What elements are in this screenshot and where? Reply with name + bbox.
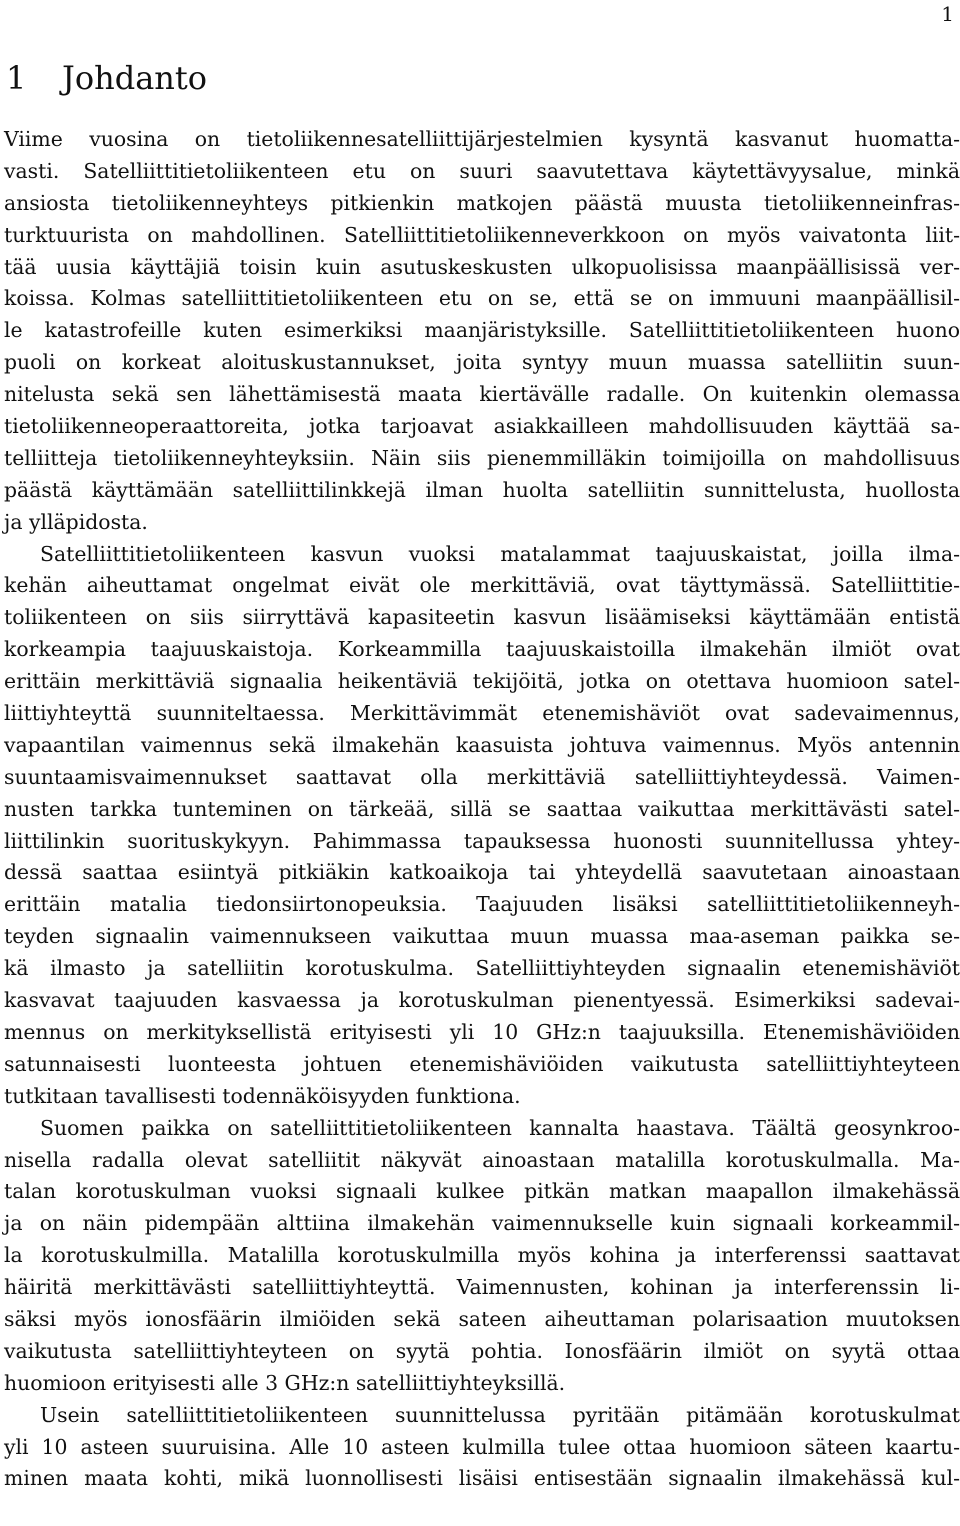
text-line: liittiyhteyttä suunniteltaessa. Merkittävimmät etenemishäviöt ovat sadevaimennus, xyxy=(4,701,960,726)
text-line: nitelusta sekä sen lähettämisestä maata kiertävälle radalle. On kuitenkin olemassa xyxy=(4,382,960,407)
text-line: Suomen paikka on satelliittitietoliikenteen kannalta haastava. Täältä geosynkroo- xyxy=(40,1115,960,1140)
text-line: vaikutusta satelliittiyhteyteen on syytä pohtia. Ionosfäärin ilmiöt on syytä ottaa xyxy=(4,1338,960,1363)
text-line: ja ylläpidosta. xyxy=(4,509,148,534)
text-line: säksi myös ionosfäärin ilmiöiden sekä sateen aiheuttaman polarisaation muutoksen xyxy=(4,1306,960,1331)
paragraph xyxy=(4,1113,960,1400)
text-line: puoli on korkeat aloituskustannukset, joita syntyy muun muassa satelliitin suun- xyxy=(4,350,960,375)
body-text xyxy=(4,124,960,1495)
paragraph xyxy=(4,539,960,1113)
text-line: erittäin merkittäviä signaalia heikentäviä tekijöitä, jotka on otettava huomioon satel- xyxy=(4,669,960,694)
text-line: tää uusia käyttäjiä toisin kuin asutuskeskusten ulkopuolisissa maanpäällisissä ver- xyxy=(4,254,960,279)
text-line: satunnaisesti luonteesta johtuen etenemishäviöiden vaikutusta satelliittiyhteyteen xyxy=(4,1051,960,1076)
text-line: tietoliikenneoperaattoreita, jotka tarjoavat asiakkailleen mahdollisuuden käyttää sa- xyxy=(4,414,960,439)
text-line: mennus on merkityksellistä erityisesti yli 10 GHz:n taajuuksilla. Etenemishäviöiden xyxy=(4,1019,960,1044)
text-line: koissa. Kolmas satelliittitietoliikenteen etu on se, että se on immuuni maanpäällisil- xyxy=(4,286,960,311)
text-line: la korotuskulmilla. Matalilla korotuskulmilla myös kohina ja interferenssi saattavat xyxy=(4,1243,960,1268)
text-line: dessä saattaa esiintyä pitkiäkin katkoaikoja tai yhteydellä saavutetaan ainoastaan xyxy=(4,860,960,885)
text-line: kasvavat taajuuden kasvaessa ja korotuskulman pienentyessä. Esimerkiksi sadevai- xyxy=(4,988,960,1013)
text-line: suuntaamisvaimennukset saattavat olla merkittäviä satelliittiyhteydessä. Vaimen- xyxy=(4,764,960,789)
paragraph xyxy=(4,1400,960,1496)
text-line: nisella radalla olevat satelliitit näkyvät ainoastaan matalilla korotuskulmalla. Ma- xyxy=(4,1147,960,1172)
section-title: Johdanto xyxy=(62,59,207,97)
text-line: teyden signaalin vaimennukseen vaikuttaa muun muassa maa-aseman paikka se- xyxy=(4,924,960,949)
text-line: minen maata kohti, mikä luonnollisesti lisäisi entisestään signaalin ilmakehässä kul- xyxy=(4,1466,960,1491)
text-line: kä ilmasto ja satelliitin korotuskulma. Satelliittiyhteyden signaalin etenemishäviöt xyxy=(4,956,960,981)
text-line: liittilinkin suorituskykyyn. Pahimmassa tapauksessa huonosti suunnitellussa yhtey- xyxy=(4,828,960,853)
text-line: toliikenteen on siis siirryttävä kapasiteetin kasvun lisäämiseksi käyttämään entistä xyxy=(4,605,960,630)
text-line: ansiosta tietoliikenneyhteys pitkienkin matkojen päästä muusta tietoliikenneinfras- xyxy=(4,190,960,215)
text-line: kehän aiheuttamat ongelmat eivät ole merkittäviä, ovat täyttymässä. Satelliittitie- xyxy=(4,573,960,598)
text-line: telliitteja tietoliikenneyhteyksiin. Näin siis pienemmilläkin toimijoilla on mahdollisuus xyxy=(4,445,960,470)
text-line: ja on näin pidempään alttiina ilmakehän vaimennukselle kuin signaali korkeammil- xyxy=(4,1211,960,1236)
text-line: huomioon erityisesti alle 3 GHz:n satelliittiyhteyksillä. xyxy=(4,1370,566,1395)
text-line: päästä käyttämään satelliittilinkkejä ilman huolta satelliitin sunnittelusta, huollosta xyxy=(4,477,960,502)
text-line: korkeampia taajuuskaistoja. Korkeammilla taajuuskaistoilla ilmakehän ilmiöt ovat xyxy=(4,637,960,662)
text-line: vasti. Satelliittitietoliikenteen etu on suuri saavutettava käytettävyysalue, minkä xyxy=(4,158,960,183)
text-line: erittäin matalia tiedonsiirtonopeuksia. Taajuuden lisäksi satelliittitietoliikenneyh- xyxy=(4,892,960,917)
text-line: talan korotuskulman vuoksi signaali kulkee pitkän matkan maapallon ilmakehässä xyxy=(4,1179,960,1204)
section-heading xyxy=(6,56,207,100)
paragraph xyxy=(4,124,960,539)
text-line: turktuurista on mahdollinen. Satelliittitietoliikenneverkkoon on myös vaivatonta liit- xyxy=(4,222,960,247)
text-line: vapaantilan vaimennus sekä ilmakehän kaasuista johtuva vaimennus. Myös antennin xyxy=(4,732,960,757)
text-line: Viime vuosina on tietoliikennesatelliittijärjestelmien kysyntä kasvanut huomatta- xyxy=(4,127,960,151)
page-number: 1 xyxy=(941,2,954,26)
section-number: 1 xyxy=(6,59,27,97)
text-line: häiritä merkittävästi satelliittiyhteyttä. Vaimennusten, kohinan ja interferenssin li- xyxy=(4,1275,960,1300)
text-line: Satelliittitietoliikenteen kasvun vuoksi matalammat taajuuskaistat, joilla ilma- xyxy=(40,541,960,566)
text-line: nusten tarkka tunteminen on tärkeää, sillä se saattaa vaikuttaa merkittävästi satel- xyxy=(4,796,960,821)
text-line: Usein satelliittitietoliikenteen suunnittelussa pyritään pitämään korotuskulmat xyxy=(40,1402,960,1427)
text-line: yli 10 asteen suuruisina. Alle 10 asteen kulmilla tulee ottaa huomioon säteen kaartu- xyxy=(4,1434,960,1459)
text-line: le katastrofeille kuten esimerkiksi maanjäristyksille. Satelliittitietoliikenteen huono xyxy=(4,318,960,343)
text-line: tutkitaan tavallisesti todennäköisyyden funktiona. xyxy=(4,1083,521,1108)
